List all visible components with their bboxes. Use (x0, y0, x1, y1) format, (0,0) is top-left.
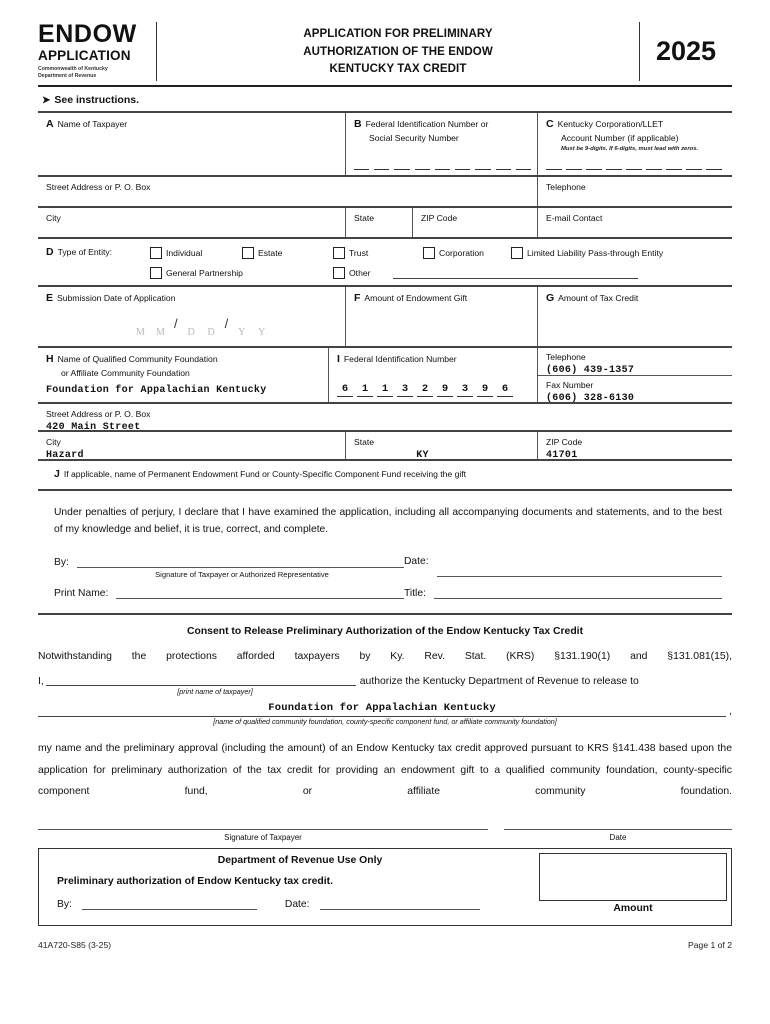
amounts-row (38, 287, 732, 346)
digit-box[interactable] (455, 156, 470, 170)
date-year-2[interactable]: Y (258, 327, 266, 339)
field-taxpayer-state[interactable] (345, 208, 412, 237)
foundation-fax-label: Fax Number (546, 380, 594, 391)
taxpayer-llet-digits[interactable] (546, 156, 726, 172)
field-foundation-state[interactable] (345, 432, 537, 459)
consent-after-name-text: authorize the Kentucky Department of Revenue to release to (359, 676, 639, 688)
consent-name-line (38, 675, 732, 687)
foundation-street-row (38, 402, 732, 433)
department-use-only-title: Department of Revenue Use Only (217, 855, 383, 867)
page-indicator: Page 1 of 2 (688, 940, 732, 951)
digit-box[interactable] (606, 156, 622, 170)
taxpayer-email-label: E-mail Contact (546, 213, 603, 224)
foundation-zip-value: 41701 (546, 449, 578, 461)
dor-by-label: By: (57, 899, 72, 911)
dor-by-input[interactable] (82, 899, 257, 910)
field-letter-c: C (546, 118, 554, 131)
field-letter-d: D (46, 246, 54, 259)
checkbox-general-partnership[interactable] (150, 267, 333, 279)
taxpayer-state-label: State (354, 213, 375, 224)
checkbox-icon[interactable] (511, 247, 523, 259)
date-separator-icon: / (224, 316, 229, 332)
agency-line-1: Commonwealth of Kentucky (38, 65, 108, 72)
taxpayer-llet-label-2: Account Number (if applicable) (561, 133, 679, 144)
checkbox-corporation[interactable] (423, 247, 511, 259)
foundation-identity-row (38, 348, 732, 402)
checkbox-label: Corporation (439, 247, 484, 258)
consent-foundation-line (38, 697, 732, 717)
checkbox-estate[interactable] (242, 247, 333, 259)
digit-box[interactable]: 6 (497, 383, 513, 397)
form-title-line-2: AUTHORIZATION OF THE ENDOW (303, 45, 493, 58)
checkbox-limited-liability-pass-through-entity[interactable] (511, 247, 663, 259)
declaration-by-caption: Signature of Taxpayer or Authorized Representative (155, 570, 329, 580)
field-letter-f: F (354, 292, 361, 305)
entity-type-body (38, 239, 732, 285)
agency-line-2: Department of Revenue (38, 73, 97, 80)
checkbox-trust[interactable] (333, 247, 423, 259)
field-letter-i: I (337, 353, 340, 366)
taxpayer-llet-label-1: Kentucky Corporation/LLET (557, 119, 664, 130)
field-foundation-street[interactable] (38, 404, 732, 433)
checkbox-icon[interactable] (150, 267, 162, 279)
taxpayer-zip-label: ZIP Code (421, 213, 458, 224)
form-title (157, 22, 639, 81)
digit-box[interactable] (666, 156, 682, 170)
perjury-declaration-text: Under penalties of perjury, I declare that I have examined the application, including all accompanying documents and statements, and to the best of my knowledge and belief, it is true, correct, and complete. (54, 507, 722, 535)
digit-box[interactable] (415, 156, 430, 170)
field-taxpayer-llet[interactable] (537, 113, 732, 175)
dor-date-input[interactable] (320, 899, 480, 910)
form-masthead (38, 22, 732, 87)
taxpayer-city-row (38, 206, 732, 237)
declaration-title-input[interactable] (434, 587, 722, 599)
declaration-by-input[interactable] (77, 556, 404, 568)
consent-foundation-name: Foundation for Appalachian Kentucky (268, 702, 496, 715)
declaration-by-label: By: (54, 557, 69, 569)
page-footer (38, 940, 732, 950)
foundation-contact-stack (537, 348, 732, 402)
checkbox-label: General Partnership (166, 268, 243, 279)
consent-paragraph-1: Notwithstanding the protections afforded taxpayers by Ky. Rev. Stat. (KRS) §131.190(1) and §131.081(15), (38, 651, 732, 663)
declaration-date-label: Date: (404, 556, 429, 568)
bottom-signature-row (38, 828, 732, 842)
field-taxpayer-telephone[interactable] (537, 177, 732, 206)
foundation-fein-digits[interactable] (337, 383, 531, 399)
checkbox-icon[interactable] (242, 247, 254, 259)
consent-heading: Consent to Release Preliminary Authorization of the Endow Kentucky Tax Credit (186, 626, 584, 638)
field-letter-b: B (354, 118, 362, 131)
bottom-date-group (504, 828, 732, 842)
foundation-telephone-label: Telephone (546, 352, 586, 363)
checkbox-label: Other (349, 268, 371, 279)
declaration-by-group (54, 556, 404, 579)
declaration-title-group (404, 587, 722, 599)
permanent-fund-label: If applicable, name of Permanent Endowment Fund or County-Specific Component Fund receiving the gift (63, 469, 467, 480)
digit-box[interactable]: 3 (397, 383, 413, 397)
foundation-name-value: Foundation for Appalachian Kentucky (46, 384, 267, 396)
foundation-fax-value: (606) 328-6130 (546, 392, 635, 404)
foundation-city-value: Hazard (46, 449, 84, 461)
digit-box[interactable] (586, 156, 602, 170)
digit-box[interactable] (566, 156, 582, 170)
department-use-only-box (38, 848, 732, 926)
consent-section (38, 615, 732, 802)
declaration-signature-row (54, 556, 722, 579)
taxpayer-fein-label-2: Social Security Number (369, 133, 459, 144)
digit-box[interactable] (394, 156, 409, 170)
foundation-telephone-value: (606) 439-1357 (546, 364, 635, 376)
bottom-signature-caption: Signature of Taxpayer (224, 833, 302, 843)
consent-taxpayer-caption: [print name of taxpayer] (177, 687, 253, 697)
foundation-city-label: City (46, 437, 61, 448)
field-foundation-fein[interactable] (328, 348, 537, 402)
digit-box[interactable]: 1 (377, 383, 393, 397)
date-separator-icon: / (174, 316, 178, 332)
digit-box[interactable] (686, 156, 702, 170)
digit-box[interactable]: 1 (357, 383, 373, 397)
field-letter-e: E (46, 292, 54, 305)
consent-trailing-comma: , (729, 706, 732, 718)
taxpayer-name-label: Name of Taxpayer (57, 119, 128, 130)
tax-year (639, 22, 732, 81)
dor-amount-label: Amount (613, 903, 653, 915)
foundation-fein-label: Federal Identification Number (343, 354, 457, 365)
checkbox-label: Individual (166, 247, 203, 258)
digit-box[interactable] (435, 156, 450, 170)
digit-box[interactable]: 9 (437, 383, 453, 397)
taxpayer-llet-note: Must be 9-digits. If 6-digits, must lead with zeros. (561, 145, 699, 152)
department-use-only-line: Preliminary authorization of Endow Kentucky tax credit. (57, 876, 333, 888)
field-letter-g: G (546, 292, 555, 305)
taxpayer-fein-label-1: Federal Identification Number or (365, 119, 489, 130)
foundation-state-label: State (354, 437, 375, 448)
foundation-street-value: 420 Main Street (46, 421, 141, 433)
field-taxpayer-email[interactable] (537, 208, 732, 237)
field-taxpayer-fein[interactable] (345, 113, 537, 175)
checkbox-label: Limited Liability Pass-through Entity (527, 247, 664, 258)
consent-foundation-input[interactable] (38, 697, 726, 717)
declaration-title-label: Title: (404, 588, 426, 600)
field-endowment-gift-amount[interactable] (345, 287, 537, 346)
digit-box[interactable] (646, 156, 662, 170)
digit-box[interactable]: 9 (477, 383, 493, 397)
consent-taxpayer-name-input[interactable] (46, 675, 356, 686)
field-letter-j: J (54, 468, 60, 481)
field-tax-credit-amount[interactable] (537, 287, 732, 346)
field-foundation-zip[interactable] (537, 432, 732, 459)
form-number: 41A720-S85 (3-25) (38, 940, 112, 951)
checkbox-icon[interactable] (150, 247, 162, 259)
field-taxpayer-street[interactable] (38, 177, 537, 206)
digit-box[interactable] (496, 156, 511, 170)
amounts-section (38, 287, 732, 348)
digit-box[interactable] (546, 156, 562, 170)
date-input-group[interactable] (132, 316, 339, 340)
field-submission-date[interactable] (38, 287, 345, 346)
entity-type-section (38, 239, 732, 287)
checkbox-individual[interactable] (150, 247, 242, 259)
taxpayer-section (38, 111, 732, 239)
foundation-street-label: Street Address or P. O. Box (46, 409, 151, 420)
dor-date-label: Date: (284, 899, 310, 911)
taxpayer-street-row (38, 175, 732, 206)
foundation-zip-label: ZIP Code (546, 437, 583, 448)
field-taxpayer-zip[interactable] (412, 208, 537, 237)
digit-box[interactable] (516, 156, 531, 170)
taxpayer-city-label: City (46, 213, 61, 224)
agency-name (38, 66, 148, 82)
taxpayer-identity-row (38, 113, 732, 175)
field-foundation-city[interactable] (38, 432, 345, 459)
digit-box[interactable] (475, 156, 490, 170)
date-month-2[interactable]: M (156, 327, 165, 339)
consent-i-label: I, (38, 676, 44, 688)
digit-box[interactable] (706, 156, 722, 170)
foundation-city-row (38, 430, 732, 459)
taxpayer-street-label: Street Address or P. O. Box (46, 182, 151, 193)
field-letter-h: H (46, 353, 54, 366)
entity-type-label: Type of Entity: (57, 247, 113, 258)
declaration-print-name-label: Print Name: (54, 588, 109, 600)
field-foundation-name[interactable] (38, 348, 328, 402)
form-title-line-3: KENTUCKY TAX CREDIT (329, 63, 467, 76)
foundation-state-value: KY (416, 449, 429, 461)
digit-box[interactable]: 6 (337, 383, 353, 397)
endowment-gift-label: Amount of Endowment Gift (364, 293, 468, 304)
entity-options-row-1 (46, 245, 726, 260)
tax-credit-label: Amount of Tax Credit (558, 293, 639, 304)
foundation-fund-row (38, 459, 732, 489)
digit-box[interactable]: 3 (457, 383, 473, 397)
bottom-signature-input[interactable] (38, 828, 488, 830)
checkbox-icon[interactable] (333, 247, 345, 259)
taxpayer-telephone-label: Telephone (546, 182, 586, 193)
see-instructions-note (38, 87, 732, 111)
field-letter-a: A (46, 118, 54, 131)
foundation-section (38, 348, 732, 491)
agency-logo (38, 22, 157, 81)
date-year-1[interactable]: Y (238, 327, 246, 339)
dor-amount-input[interactable] (539, 853, 727, 901)
digit-box[interactable] (354, 156, 369, 170)
checkbox-icon[interactable] (423, 247, 435, 259)
consent-paragraph-2: my name and the preliminary approval (including the amount) of an Endow Kentucky tax credit approved pursuant to KRS §141.438 based upon the application for preliminary authorization of the tax credit for providing an endowment gift to a qualified community foundation, county-specific component fund, or affiliate community foundation. (38, 743, 732, 797)
logo-application-text: APPLICATION (38, 48, 131, 63)
declaration-date-group (404, 556, 722, 579)
bottom-signature-group (38, 828, 488, 842)
field-taxpayer-name[interactable] (38, 113, 345, 175)
digit-box[interactable]: 2 (417, 383, 433, 397)
checkbox-icon[interactable] (333, 267, 345, 279)
entity-options-row-2 (46, 267, 726, 279)
entity-other-input[interactable] (393, 268, 638, 279)
declaration-name-row (54, 587, 722, 599)
date-month-1[interactable]: M (136, 327, 145, 339)
declaration-date-input[interactable] (437, 565, 722, 577)
tax-year-value: 2025 (655, 36, 717, 67)
declaration-print-name-group (54, 587, 404, 599)
field-taxpayer-city[interactable] (38, 208, 345, 237)
foundation-name-label-2: or Affiliate Community Foundation (61, 368, 190, 379)
perjury-declaration-section (38, 491, 732, 615)
checkbox-other[interactable] (333, 267, 393, 279)
digit-box[interactable] (626, 156, 642, 170)
field-foundation-telephone[interactable] (538, 348, 732, 375)
taxpayer-fein-digits[interactable] (354, 156, 531, 172)
consent-foundation-caption: [name of qualified community foundation, county-specific component fund, or affiliate community foundation] (213, 717, 557, 727)
bottom-date-input[interactable] (504, 828, 732, 830)
field-foundation-fax[interactable] (538, 375, 732, 402)
logo-endow-text: ENDOW (38, 20, 137, 48)
bottom-date-caption: Date (609, 833, 627, 843)
see-instructions-label: See instructions. (54, 94, 139, 107)
form-title-line-1: APPLICATION FOR PRELIMINARY (303, 27, 493, 40)
digit-box[interactable] (374, 156, 389, 170)
checkbox-label: Trust (349, 247, 369, 258)
date-day-1[interactable]: D (187, 327, 195, 339)
arrow-right-icon: ➤ (42, 95, 51, 107)
date-day-2[interactable]: D (207, 327, 215, 339)
checkbox-label: Estate (258, 247, 283, 258)
field-permanent-fund-name[interactable] (38, 461, 732, 489)
declaration-print-name-input[interactable] (116, 587, 404, 599)
foundation-name-label-1: Name of Qualified Community Foundation (57, 354, 218, 365)
submission-date-label: Submission Date of Application (57, 293, 176, 304)
